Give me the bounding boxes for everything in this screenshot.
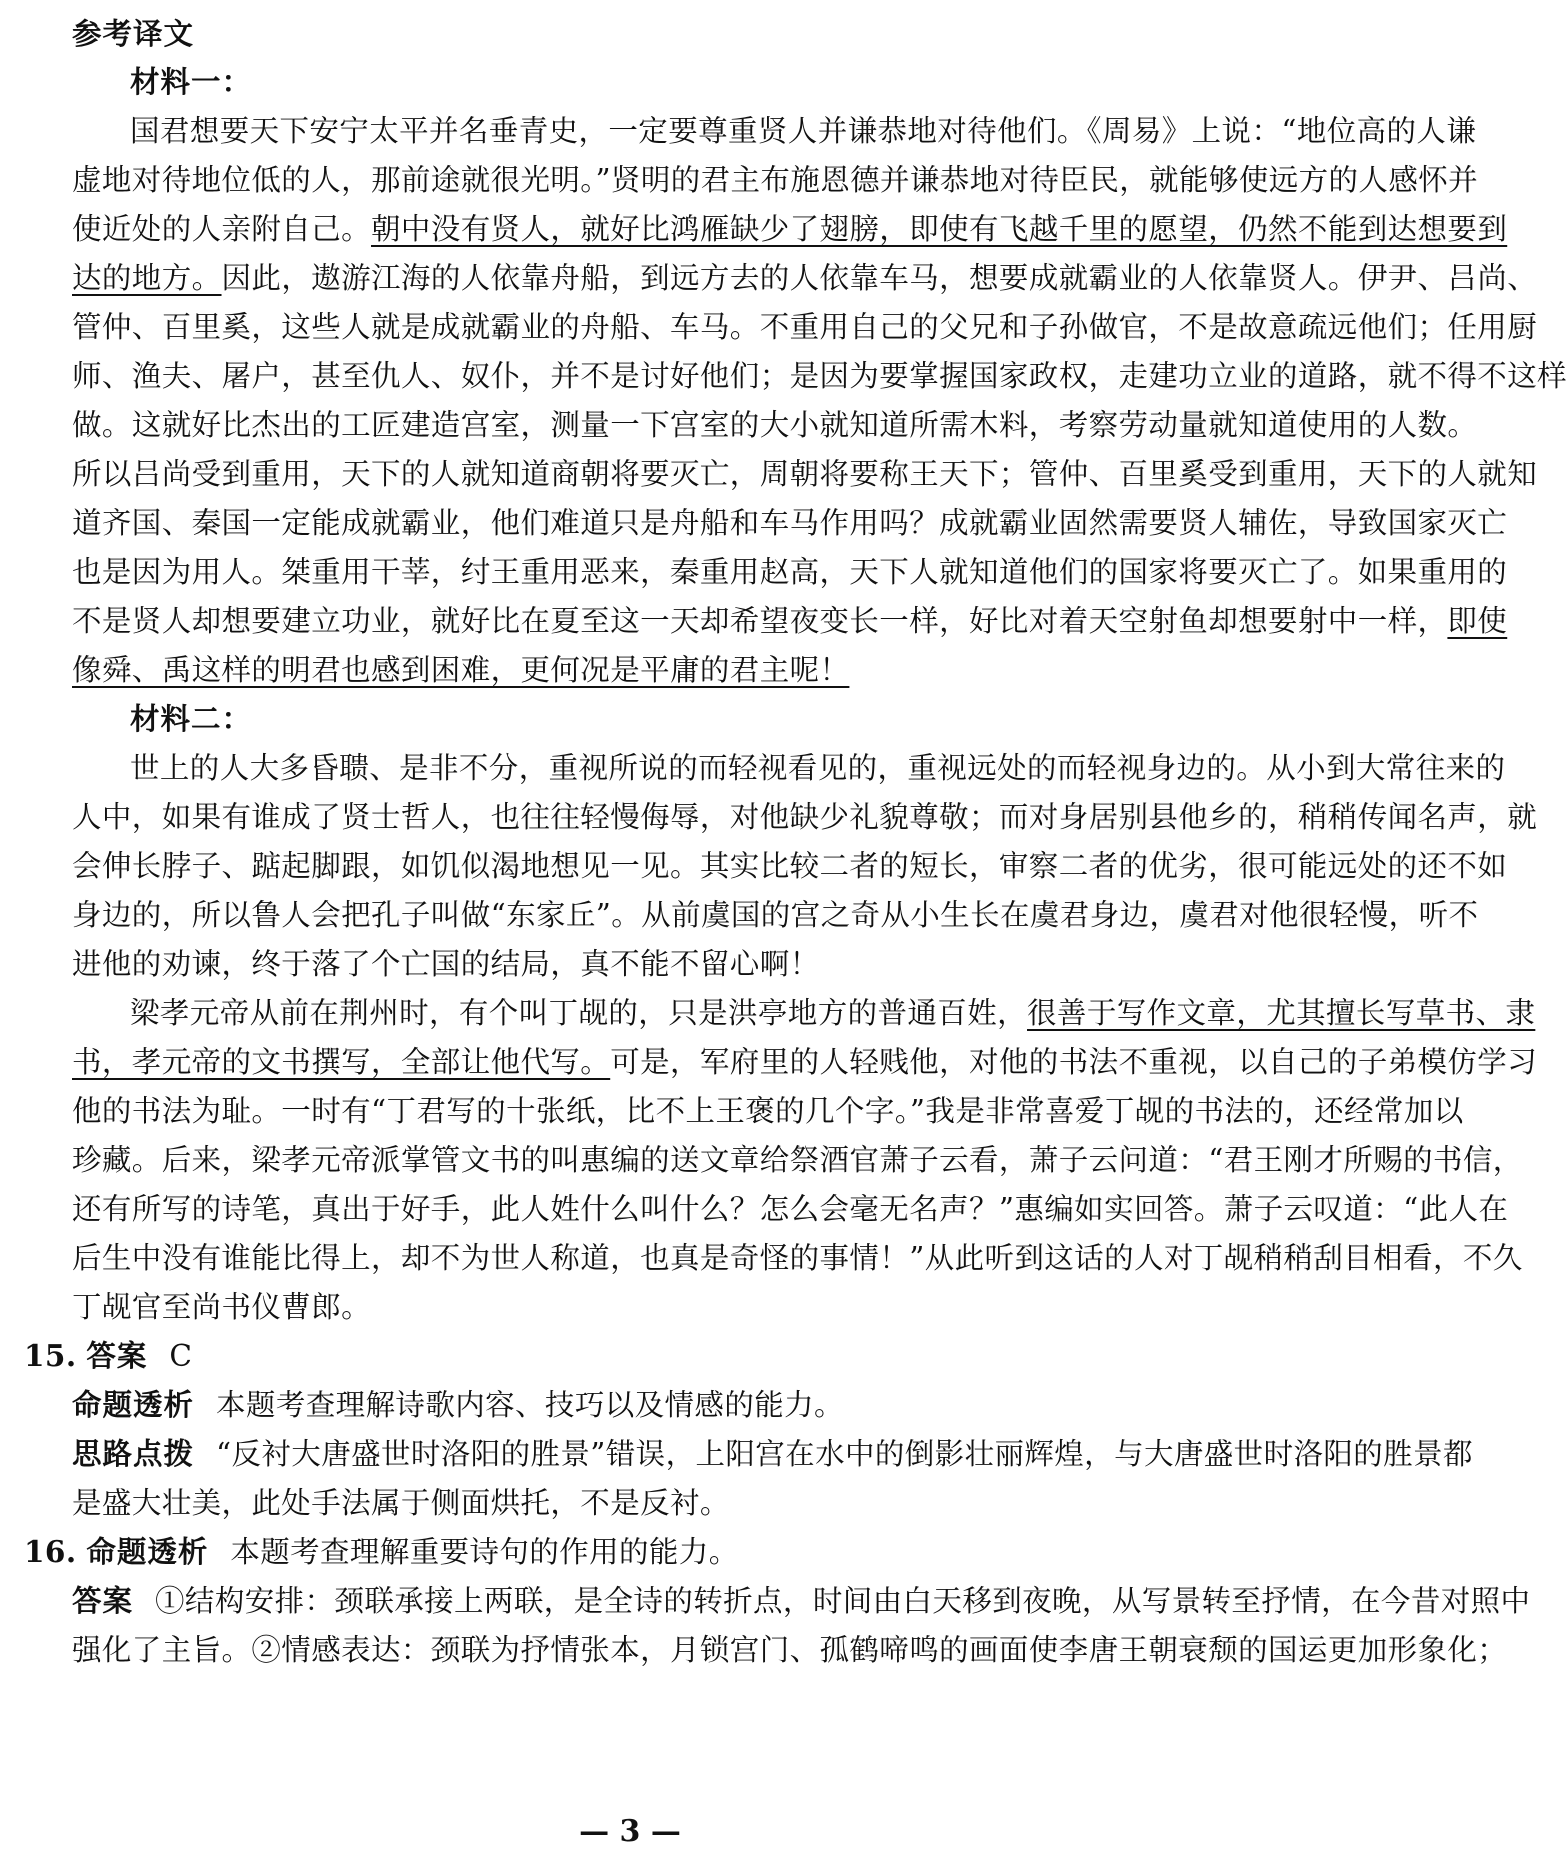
underlined-span: 即使: [1447, 604, 1508, 638]
text-line: [72, 650, 1242, 690]
text-line: [72, 601, 1508, 641]
analysis-label: 命题透析: [86, 1535, 209, 1569]
text-line: 人中，如果有谁成了贤士哲人，也往往轻慢侮辱，对他缺少礼貌尊敬；而对身居别县他乡的，稍稍传闻名声，就: [72, 800, 1538, 834]
text-line: 身边的，所以鲁人会把孔子叫做“东家丘”。从前虞国的宫之奇从小生长在虞君身边，虞君对他很轻慢，听不: [72, 898, 1479, 932]
answer-value: C: [169, 1339, 193, 1373]
page-number: — 3 —: [579, 1814, 681, 1849]
q15-answer: [24, 1336, 1242, 1376]
q15-hint: [72, 1434, 1473, 1474]
text-line: [72, 209, 1508, 249]
text-line: 会伸长脖子、踮起脚跟，如饥似渴地想见一见。其实比较二者的短长，审察二者的优劣，很可能远处的还不如: [72, 849, 1508, 883]
hint-text: “反衬大唐盛世时洛阳的胜景”错误，上阳宫在水中的倒影壮丽辉煌，与大唐盛世时洛阳的胜景都: [216, 1437, 1473, 1471]
analysis-text: 本题考查理解诗歌内容、技巧以及情感的能力。: [216, 1388, 844, 1422]
answer-label: 答案: [72, 1584, 134, 1618]
text-line: 做。这就好比杰出的工匠建造宫室，测量一下宫室的大小就知道所需木料，考察劳动量就知道使用的人数。: [72, 408, 1478, 442]
q15-analysis: [72, 1385, 1242, 1425]
text-line: [72, 993, 1536, 1033]
text-line: [72, 1042, 1538, 1082]
text-line: [72, 258, 1538, 298]
text-span: 因此，遨游江海的人依靠舟船，到远方去的人依靠车马，想要成就霸业的人依靠贤人。伊尹、吕尚、: [221, 261, 1538, 295]
answer-text: ①结构安排：颈联承接上两联，是全诗的转折点，时间由白天移到夜晚，从写景转至抒情，在今昔对照中: [155, 1584, 1531, 1618]
text-line: 师、渔夫、屠户，甚至仇人、奴仆，并不是讨好他们；是因为要掌握国家政权，走建功立业的道路，就不得不这样: [72, 359, 1567, 393]
text-span: 梁孝元帝从前在荆州时，有个叫丁觇的，只是洪亭地方的普通百姓，: [130, 996, 1028, 1030]
text-span: 可是，军府里的人轻贱他，对他的书法不重视，以自己的子弟模仿学习: [610, 1045, 1538, 1079]
text-line: 所以吕尚受到重用，天下的人就知道商朝将要灭亡，周朝将要称王天下；管仲、百里奚受到重用，天下的人就知: [72, 457, 1538, 491]
text-line: 也是因为用人。桀重用干莘，纣王重用恶来，秦重用赵高，天下人就知道他们的国家将要灭亡了。如果重用的: [72, 555, 1508, 589]
text-line: 强化了主旨。②情感表达：颈联为抒情张本，月锁宫门、孤鹤啼鸣的画面使李唐王朝衰颓的国运更加形象化；: [72, 1633, 1508, 1667]
text-line: 国君想要天下安宁太平并名垂青史，一定要尊重贤人并谦恭地对待他们。《周易》上说：“地位高的人谦: [130, 114, 1477, 148]
material1-title: 材料一：: [130, 65, 253, 99]
analysis-text: 本题考查理解重要诗句的作用的能力。: [230, 1535, 739, 1569]
answer-label: 答案: [86, 1339, 148, 1373]
text-line: 道齐国、秦国一定能成就霸业，他们难道只是舟船和车马作用吗？成就霸业固然需要贤人辅佐，导致国家灭亡: [72, 506, 1508, 540]
q16-answer: [72, 1581, 1531, 1621]
underlined-span: 像舜、禹这样的明君也感到困难，更何况是平庸的君主呢！: [72, 653, 850, 687]
analysis-label: 命题透析: [72, 1388, 195, 1422]
text-line: 世上的人大多昏聩、是非不分，重视所说的而轻视看见的，重视远处的而轻视身边的。从小到大常往来的: [130, 751, 1506, 785]
material2-title: 材料二：: [130, 702, 253, 736]
question-number: 15.: [24, 1338, 77, 1373]
underlined-span: 很善于写作文章，尤其擅长写草书、隶: [1027, 996, 1536, 1030]
q16-analysis: [24, 1532, 1242, 1572]
document-page: [24, 0, 1567, 1865]
hint-label: 思路点拨: [72, 1437, 195, 1471]
underlined-span: 朝中没有贤人，就好比鸿雁缺少了翅膀，即使有飞越千里的愿望，仍然不能到达想要到: [371, 212, 1508, 246]
underlined-span: 书，孝元帝的文书撰写，全部让他代写。: [72, 1045, 611, 1079]
text-line: 虚地对待地位低的人，那前途就很光明。”贤明的君主布施恩德并谦恭地对待臣民，就能够使远方的人感怀并: [72, 163, 1479, 197]
underlined-span: 达的地方。: [72, 261, 222, 295]
text-line: 是盛大壮美，此处手法属于侧面烘托，不是反衬。: [72, 1486, 730, 1520]
text-span: 使近处的人亲附自己。: [72, 212, 372, 246]
text-line: 丁觇官至尚书仪曹郎。: [72, 1290, 372, 1324]
question-number: 16.: [24, 1534, 77, 1569]
section-heading: 参考译文: [72, 17, 195, 51]
text-line: 进他的劝谏，终于落了个亡国的结局，真不能不留心啊！: [72, 947, 820, 981]
text-line: 珍藏。后来，梁孝元帝派掌管文书的叫惠编的送文章给祭酒官萧子云看，萧子云问道：“君王刚才所赐的书信，: [72, 1143, 1523, 1177]
text-span: 不是贤人却想要建立功业，就好比在夏至这一天却希望夜变长一样，好比对着天空射鱼却想要射中一样，: [72, 604, 1448, 638]
text-line: 还有所写的诗笔，真出于好手，此人姓什么叫什么？怎么会毫无名声？”惠编如实回答。萧子云叹道：“此人在: [72, 1192, 1509, 1226]
text-line: 后生中没有谁能比得上，却不为世人称道，也真是奇怪的事情！”从此听到这话的人对丁觇稍稍刮目相看，不久: [72, 1241, 1523, 1275]
text-line: 管仲、百里奚，这些人就是成就霸业的舟船、车马。不重用自己的父兄和子孙做官，不是故意疏远他们；任用厨: [72, 310, 1538, 344]
text-line: 他的书法为耻。一时有“丁君写的十张纸，比不上王褒的几个字。”我是非常喜爱丁觇的书法的，还经常加以: [72, 1094, 1464, 1128]
